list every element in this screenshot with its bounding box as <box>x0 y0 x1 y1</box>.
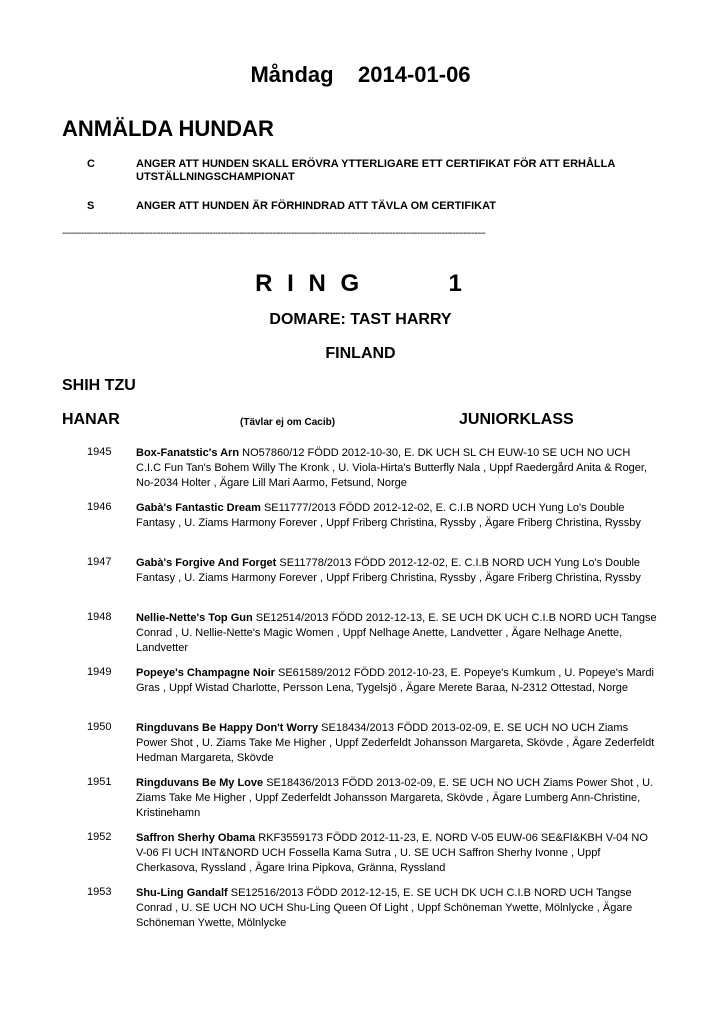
legend-text-c: ANGER ATT HUNDEN SKALL ERÖVRA YTTERLIGARE ETT CERTIFIKAT FÖR ATT ERHÅLLA UTSTÄLLNINGSCHAMPIONAT <box>136 158 615 183</box>
entry-number: 1949 <box>87 666 112 678</box>
entry-text <box>136 446 658 491</box>
dog-name: Ringduvans Be My Love <box>136 777 264 789</box>
dog-name: Popeye's Champagne Noir <box>136 667 275 679</box>
entry-details: SE11778/2013 FÖDD 2012-12-02, E. C.I.B NORD UCH Yung Lo's Double Fantasy , U. Ziams Harmony Forever , Uppf Friberg Christina, Ryssby , Ägare Friberg Christina, Ryssby <box>136 557 641 584</box>
entry-number: 1947 <box>87 556 112 568</box>
dog-name: Gabà's Forgive And Forget <box>136 557 277 569</box>
entry-text <box>136 501 658 531</box>
entry-text <box>136 721 658 766</box>
entry-details: SE18436/2013 FÖDD 2013-02-09, E. SE UCH NO UCH Ziams Power Shot , U. Ziams Take Me Higher , Uppf Zederfeldt Johansson Margareta, Skövde , Ägare Lumberg Ann-Christine, Kristinehamn <box>136 777 654 819</box>
legend-code-c: C <box>87 158 95 170</box>
entry-text <box>136 886 658 931</box>
entry-text <box>136 831 658 876</box>
entry-text <box>136 611 658 656</box>
legend-text-s: ANGER ATT HUNDEN ÄR FÖRHINDRAD ATT TÄVLA OM CERTIFIKAT <box>136 200 496 212</box>
entry-details: NO57860/12 FÖDD 2012-10-30, E. DK UCH SL CH EUW-10 SE UCH NO UCH C.I.C Fun Tan's Bohem Willy The Kronk , U. Viola-Hirta's Butterfly Nala , Uppf Raedergård Anita & Roger, No-2034 Holter , Ägare Lill Mari Aarmo, Fetsund, Norge <box>136 447 648 489</box>
ring-title: R I N G 1 <box>255 270 466 297</box>
dog-name: Ringduvans Be Happy Don't Worry <box>136 722 319 734</box>
dog-name: Saffron Sherhy Obama <box>136 832 256 844</box>
entry-number: 1946 <box>87 501 112 513</box>
dog-name: Gabà's Fantastic Dream <box>136 502 261 514</box>
entry-number: 1951 <box>87 776 112 788</box>
entry-number: 1953 <box>87 886 112 898</box>
entry-details: SE61589/2012 FÖDD 2012-10-23, E. Popeye's Kumkum , U. Popeye's Mardi Gras , Uppf Wistad Charlotte, Persson Lena, Tygelsjö , Ägare Merete Baraa, N-2312 Ottestad, Norge <box>136 667 654 694</box>
entry-text <box>136 556 658 586</box>
cacib-note: (Tävlar ej om Cacib) <box>240 417 336 428</box>
entry-details: SE12514/2013 FÖDD 2012-12-13, E. SE UCH DK UCH C.I.B NORD UCH Tangse Conrad , U. Nellie-Nette's Magic Women , Uppf Nelhage Anette, Landvetter , Ägare Nelhage Anette, Landvetter <box>136 612 657 654</box>
date-title: Måndag 2014-01-06 <box>250 62 471 87</box>
entry-details: SE11777/2013 FÖDD 2012-12-02, E. C.I.B NORD UCH Yung Lo's Double Fantasy , U. Ziams Harmony Forever , Uppf Friberg Christina, Ryssby , Ägare Friberg Christina, Ryssby <box>136 502 641 529</box>
sex-heading: HANAR <box>62 411 120 428</box>
entry-details: SE12516/2013 FÖDD 2012-12-15, E. SE UCH DK UCH C.I.B NORD UCH Tangse Conrad , U. SE UCH NO UCH Shu-Ling Queen Of Light , Uppf Schöneman Ywette, Mölnlycke , Ägare Schöneman Ywette, Mölnlycke <box>136 887 633 929</box>
entry-number: 1950 <box>87 721 112 733</box>
dog-name: Shu-Ling Gandalf <box>136 887 228 899</box>
judge-line: DOMARE: TAST HARRY <box>269 311 452 328</box>
section-title: ANMÄLDA HUNDAR <box>62 116 274 141</box>
dog-name: Nellie-Nette's Top Gun <box>136 612 253 624</box>
class-heading: JUNIORKLASS <box>459 411 574 428</box>
dashed-divider: ----------------------------------------------------------------------------------------------------------------------------------------------------------- <box>62 228 486 239</box>
legend-code-s: S <box>87 200 95 212</box>
entry-number: 1948 <box>87 611 112 623</box>
judge-country: FINLAND <box>325 345 396 362</box>
entry-details: RKF3559173 FÖDD 2012-11-23, E. NORD V-05 EUW-06 SE&FI&KBH V-04 NO V-06 FI UCH INT&NORD UCH Fossella Kama Sutra , U. SE UCH Saffron Sherhy Ivonne , Uppf Cherkasova, Ryssland , Ägare Irina Pipkova, Gränna, Ryssland <box>136 832 648 874</box>
entry-number: 1952 <box>87 831 112 843</box>
entry-details: SE18434/2013 FÖDD 2013-02-09, E. SE UCH NO UCH Ziams Power Shot , U. Ziams Take Me Higher , Uppf Zederfeldt Johansson Margareta, Skövde , Ägare Zederfeldt Hedman Margareta, Skövde <box>136 722 655 764</box>
entry-text <box>136 666 658 696</box>
entry-number: 1945 <box>87 446 112 458</box>
dog-name: Box-Fanatstic's Arn <box>136 447 240 459</box>
breed-heading: SHIH TZU <box>62 377 136 394</box>
entry-text <box>136 776 658 821</box>
